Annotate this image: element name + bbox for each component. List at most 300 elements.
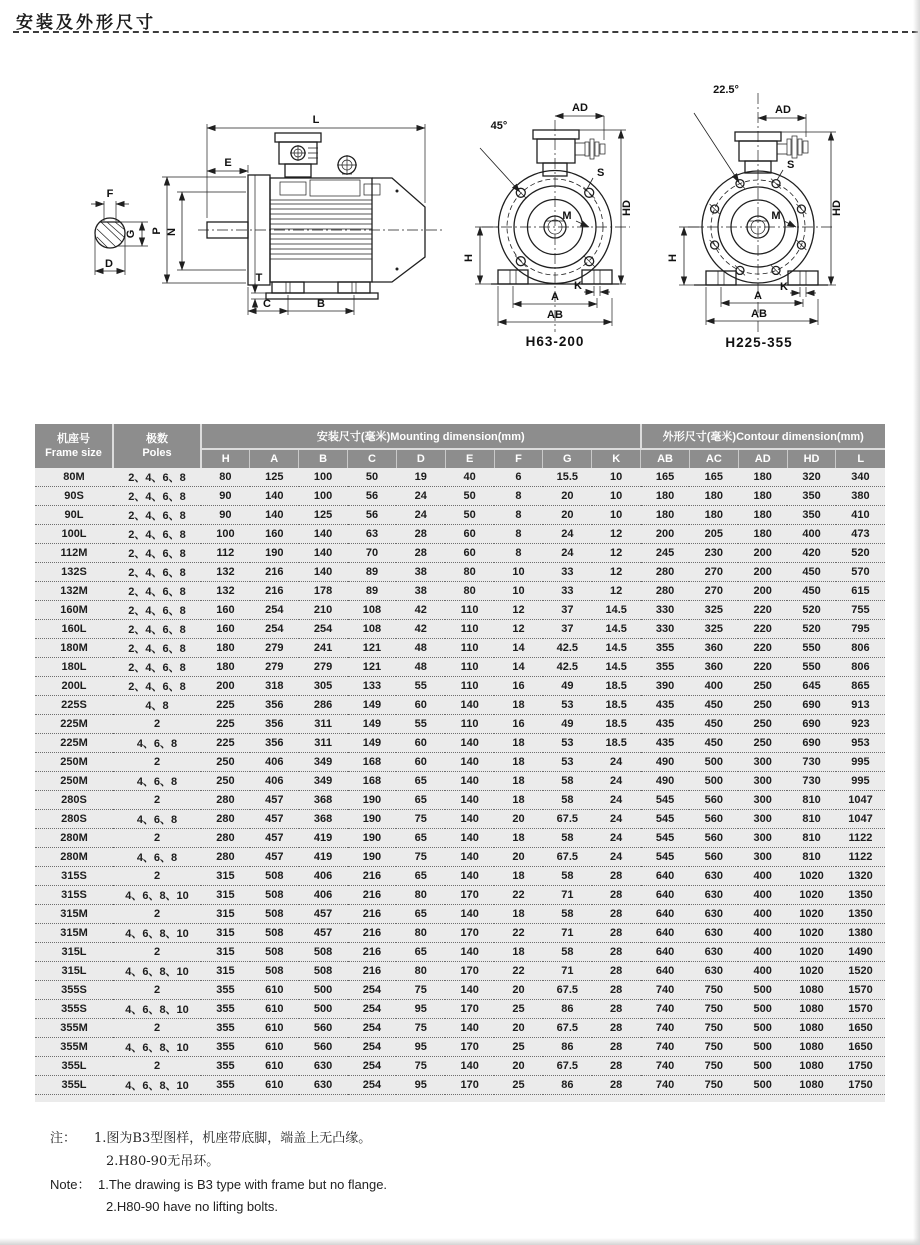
dimension-value-cell: 200 [738, 544, 787, 563]
dimension-value-cell: 730 [787, 772, 836, 791]
dimension-value-cell: 360 [689, 639, 738, 658]
dimension-value-cell: 380 [836, 487, 885, 506]
dimension-value-cell: 1020 [787, 905, 836, 924]
dimension-value-cell: 110 [445, 715, 494, 734]
dimension-value-cell: 121 [348, 658, 397, 677]
dimension-value-cell: 356 [250, 715, 299, 734]
dimension-value-cell: 750 [689, 1076, 738, 1095]
dimension-value-cell: 22 [494, 924, 543, 943]
dimension-value-cell: 140 [299, 544, 348, 563]
frame-size-cell: 90S [35, 487, 113, 506]
dimension-value-cell: 108 [348, 620, 397, 639]
note-line-zh-2: 2.H80-90无吊环。 [106, 1153, 220, 1169]
dimension-value-cell: 170 [445, 1000, 494, 1019]
dimension-value-cell: 330 [641, 601, 690, 620]
dimension-value-cell: 435 [641, 696, 690, 715]
dimension-value-cell: 95 [396, 1000, 445, 1019]
dimension-value-cell: 286 [299, 696, 348, 715]
dimension-value-cell: 500 [738, 1038, 787, 1057]
dimension-value-cell: 225 [201, 696, 250, 715]
dimension-value-cell: 350 [787, 506, 836, 525]
dimension-value-cell: 216 [250, 563, 299, 582]
note-text-en-1: 1.The drawing is B3 type with frame but no flange. [98, 1176, 388, 1192]
table-row [35, 981, 885, 1000]
dimension-value-cell: 300 [738, 848, 787, 867]
dimension-value-cell: 140 [445, 772, 494, 791]
dimension-value-cell: 133 [348, 677, 397, 696]
dimension-value-cell: 100 [299, 487, 348, 506]
dimension-value-cell: 18.5 [592, 677, 641, 696]
dimension-value-cell: 170 [445, 886, 494, 905]
dimension-value-cell: 180 [641, 506, 690, 525]
dimension-value-cell: 28 [396, 525, 445, 544]
dimension-value-cell: 645 [787, 677, 836, 696]
dimension-value-cell: 230 [689, 544, 738, 563]
dimension-value-cell: 349 [299, 753, 348, 772]
table-row [35, 601, 885, 620]
table-row [35, 905, 885, 924]
dimension-value-cell: 24 [396, 487, 445, 506]
table-row [35, 772, 885, 791]
frame-size-cell: 132M [35, 582, 113, 601]
motor-side-outline [198, 133, 442, 299]
dimension-value-cell: 42 [396, 620, 445, 639]
column-header-d: D [396, 449, 445, 468]
poles-cell: 2、4、6、8 [113, 639, 201, 658]
dimension-value-cell: 200 [641, 525, 690, 544]
dimension-value-cell: 165 [641, 468, 690, 487]
dimension-value-cell: 279 [250, 658, 299, 677]
dimension-value-cell: 270 [689, 563, 738, 582]
dimension-value-cell: 508 [250, 962, 299, 981]
dimension-value-cell: 508 [250, 886, 299, 905]
dimension-value-cell: 95 [396, 1076, 445, 1095]
dimension-value-cell: 450 [689, 734, 738, 753]
frame-size-cell: 355S [35, 1000, 113, 1019]
dimension-value-cell: 12 [494, 620, 543, 639]
dimension-value-cell: 75 [396, 1019, 445, 1038]
dimension-value-cell: 450 [689, 696, 738, 715]
dimension-value-cell: 80 [396, 924, 445, 943]
dimension-value-cell: 140 [445, 753, 494, 772]
poles-cell: 4、6、8、10 [113, 1038, 201, 1057]
dimension-value-cell: 300 [738, 810, 787, 829]
dimension-value-cell: 65 [396, 943, 445, 962]
poles-cell: 2 [113, 829, 201, 848]
dimension-value-cell: 190 [348, 791, 397, 810]
dimension-value-cell: 750 [689, 1038, 738, 1057]
dimension-value-cell: 160 [201, 620, 250, 639]
dimension-value-cell: 320 [787, 468, 836, 487]
dimension-value-cell: 71 [543, 962, 592, 981]
dimension-value-cell: 640 [641, 886, 690, 905]
dimension-value-cell: 810 [787, 829, 836, 848]
dimension-value-cell: 640 [641, 962, 690, 981]
frame-size-cell: 280S [35, 791, 113, 810]
dimension-value-cell: 28 [592, 1019, 641, 1038]
dimension-value-cell: 1080 [787, 1019, 836, 1038]
frame-size-cell: 355S [35, 981, 113, 1000]
frame-size-cell: 80M [35, 468, 113, 487]
dimension-value-cell: 216 [348, 924, 397, 943]
dimension-value-cell: 125 [250, 468, 299, 487]
dimension-value-cell: 180 [689, 487, 738, 506]
dimension-value-cell: 1122 [836, 848, 885, 867]
dimension-value-cell: 140 [445, 867, 494, 886]
dim-label-l: L [312, 114, 320, 126]
dimension-value-cell: 28 [396, 544, 445, 563]
dimension-value-cell: 15.5 [543, 468, 592, 487]
dimension-value-cell: 200 [738, 582, 787, 601]
dimension-value-cell: 311 [299, 715, 348, 734]
dimension-value-cell: 1047 [836, 810, 885, 829]
dimension-value-cell: 457 [299, 905, 348, 924]
dimension-value-cell: 110 [445, 601, 494, 620]
dimension-value-cell: 216 [348, 905, 397, 924]
table-row [35, 943, 885, 962]
dimension-value-cell: 315 [201, 962, 250, 981]
dimension-value-cell: 65 [396, 867, 445, 886]
dimension-value-cell: 28 [592, 1057, 641, 1076]
frame-size-cell: 180M [35, 639, 113, 658]
dimension-value-cell: 457 [250, 791, 299, 810]
poles-cell: 4、6、8、10 [113, 962, 201, 981]
dimension-value-cell: 690 [787, 696, 836, 715]
dimension-value-cell: 140 [445, 905, 494, 924]
dimension-value-cell: 630 [689, 905, 738, 924]
dimension-value-cell: 140 [299, 563, 348, 582]
poles-cell: 2 [113, 791, 201, 810]
dim-label-b: B [317, 298, 325, 310]
column-header-h: H [201, 449, 250, 468]
dimension-value-cell: 65 [396, 905, 445, 924]
dimension-value-cell: 140 [250, 487, 299, 506]
table-row [35, 506, 885, 525]
frame-size-cell: 112M [35, 544, 113, 563]
dimension-value-cell: 254 [348, 1000, 397, 1019]
table-row [35, 658, 885, 677]
dimension-value-cell: 250 [201, 753, 250, 772]
side-view-drawing [70, 80, 470, 365]
dimension-value-cell: 225 [201, 734, 250, 753]
dimension-value-cell: 110 [445, 658, 494, 677]
table-row [35, 563, 885, 582]
dimension-value-cell: 1080 [787, 1000, 836, 1019]
dimension-value-cell: 149 [348, 734, 397, 753]
dimension-value-cell: 50 [348, 468, 397, 487]
dim-label-m: M [771, 210, 781, 222]
dimension-value-cell: 740 [641, 1000, 690, 1019]
group-header-contour: 外形尺寸(毫米)Contour dimension(mm) [641, 424, 885, 449]
dimension-value-cell: 8 [494, 544, 543, 563]
column-header-g: G [543, 449, 592, 468]
frame-size-cell: 132S [35, 563, 113, 582]
table-row [35, 962, 885, 981]
dimension-value-cell: 500 [299, 1000, 348, 1019]
table-row [35, 639, 885, 658]
dimension-value-cell: 1380 [836, 924, 885, 943]
dimension-value-cell: 18 [494, 829, 543, 848]
dimension-value-cell: 1047 [836, 791, 885, 810]
angle-label: 45° [490, 120, 508, 132]
table-row [35, 1019, 885, 1038]
dimension-value-cell: 220 [738, 639, 787, 658]
dimension-value-cell: 14 [494, 639, 543, 658]
dimension-value-cell: 12 [592, 544, 641, 563]
dimension-value-cell: 33 [543, 582, 592, 601]
frame-size-cell: 160L [35, 620, 113, 639]
dimension-value-cell: 75 [396, 1057, 445, 1076]
column-header-l: L [836, 449, 885, 468]
dimension-value-cell: 368 [299, 791, 348, 810]
frame-size-cell: 280M [35, 848, 113, 867]
dimension-value-cell: 71 [543, 886, 592, 905]
dimension-value-cell: 330 [641, 620, 690, 639]
column-header-ac: AC [689, 449, 738, 468]
frame-size-cell: 355L [35, 1076, 113, 1095]
frame-size-cell: 225M [35, 734, 113, 753]
dimension-value-cell: 55 [396, 715, 445, 734]
dimension-value-cell: 750 [689, 1057, 738, 1076]
poles-cell: 4、6、8 [113, 848, 201, 867]
dimension-value-cell: 315 [201, 943, 250, 962]
dimension-value-cell: 24 [543, 544, 592, 563]
dimension-value-cell: 995 [836, 753, 885, 772]
dimension-value-cell: 520 [787, 620, 836, 639]
dimension-value-cell: 220 [738, 620, 787, 639]
dimension-value-cell: 356 [250, 696, 299, 715]
frame-size-cell: 355L [35, 1057, 113, 1076]
dimension-value-cell: 508 [250, 924, 299, 943]
poles-cell: 4、6、8 [113, 734, 201, 753]
dimension-value-cell: 28 [592, 886, 641, 905]
dimension-value-cell: 18 [494, 696, 543, 715]
table-row [35, 810, 885, 829]
dimension-value-cell: 24 [592, 848, 641, 867]
dimension-value-cell: 435 [641, 734, 690, 753]
table-row [35, 715, 885, 734]
dimension-value-cell: 349 [299, 772, 348, 791]
dimension-value-cell: 55 [396, 677, 445, 696]
dimension-value-cell: 560 [689, 848, 738, 867]
dimension-value-cell: 610 [250, 1019, 299, 1038]
table-row [35, 791, 885, 810]
dimension-value-cell: 24 [592, 829, 641, 848]
dimension-value-cell: 67.5 [543, 1019, 592, 1038]
dimension-value-cell: 190 [348, 810, 397, 829]
dimension-value-cell: 140 [250, 506, 299, 525]
dimension-value-cell: 254 [348, 1076, 397, 1095]
dimension-value-cell: 640 [641, 867, 690, 886]
dimension-table-wrap [35, 424, 885, 1102]
dimension-value-cell: 545 [641, 829, 690, 848]
dimension-value-cell: 500 [738, 1076, 787, 1095]
dimension-value-cell: 254 [348, 1057, 397, 1076]
poles-cell: 2、4、6、8 [113, 677, 201, 696]
dimension-value-cell: 10 [494, 582, 543, 601]
dimension-value-cell: 550 [787, 658, 836, 677]
dimension-value-cell: 14.5 [592, 601, 641, 620]
poles-label-zh: 极数 [146, 431, 168, 445]
dimension-value-cell: 254 [299, 620, 348, 639]
dimension-value-cell: 640 [641, 905, 690, 924]
dimension-value-cell: 89 [348, 582, 397, 601]
dimension-value-cell: 170 [445, 1038, 494, 1057]
dimension-value-cell: 149 [348, 715, 397, 734]
frame-size-cell: 180L [35, 658, 113, 677]
dim-label-k: K [574, 280, 582, 292]
dimension-value-cell: 1350 [836, 905, 885, 924]
dimension-value-cell: 180 [738, 525, 787, 544]
dimension-value-cell: 180 [201, 639, 250, 658]
dimension-value-cell: 200 [201, 677, 250, 696]
dimension-value-cell: 22 [494, 962, 543, 981]
dimension-value-cell: 10 [592, 487, 641, 506]
table-row [35, 525, 885, 544]
drawing-caption-h63-200: H63-200 [525, 334, 585, 349]
dimension-value-cell: 6 [494, 468, 543, 487]
dimension-value-cell: 500 [738, 1057, 787, 1076]
dimension-value-cell: 60 [396, 753, 445, 772]
dimension-value-cell: 18 [494, 791, 543, 810]
dimension-value-cell: 18 [494, 867, 543, 886]
dimension-value-cell: 12 [592, 525, 641, 544]
table-row [35, 829, 885, 848]
dimension-value-cell: 58 [543, 943, 592, 962]
dimension-value-cell: 210 [299, 601, 348, 620]
dimension-value-cell: 350 [787, 487, 836, 506]
column-header-frame-size [35, 424, 113, 468]
dimension-value-cell: 100 [201, 525, 250, 544]
dimension-value-cell: 18.5 [592, 696, 641, 715]
dimension-value-cell: 60 [445, 544, 494, 563]
front-view-h63-200-drawing [458, 80, 690, 370]
poles-cell: 2 [113, 1057, 201, 1076]
poles-cell: 2、4、6、8 [113, 582, 201, 601]
dimension-value-cell: 60 [445, 525, 494, 544]
dimension-value-cell: 90 [201, 506, 250, 525]
dimension-value-cell: 56 [348, 487, 397, 506]
dimension-value-cell: 110 [445, 677, 494, 696]
dimension-value-cell: 86 [543, 1000, 592, 1019]
dimension-value-cell: 610 [250, 1057, 299, 1076]
dimension-value-cell: 250 [738, 677, 787, 696]
frame-size-cell: 200L [35, 677, 113, 696]
column-header-c: C [348, 449, 397, 468]
dimension-value-cell: 58 [543, 772, 592, 791]
dimension-value-cell: 1080 [787, 1076, 836, 1095]
dimension-value-cell: 60 [396, 696, 445, 715]
dimension-value-cell: 112 [201, 544, 250, 563]
dimension-value-cell: 160 [201, 601, 250, 620]
dimension-value-cell: 53 [543, 696, 592, 715]
dimension-value-cell: 250 [201, 772, 250, 791]
dimension-value-cell: 355 [201, 981, 250, 1000]
frame-size-cell: 250M [35, 753, 113, 772]
frame-size-cell: 225M [35, 715, 113, 734]
dimension-value-cell: 508 [299, 943, 348, 962]
column-header-ad: AD [738, 449, 787, 468]
dimension-value-cell: 140 [445, 791, 494, 810]
column-header-ab: AB [641, 449, 690, 468]
frame-size-label-en: Frame size [45, 447, 102, 459]
poles-cell: 2 [113, 981, 201, 1000]
dimension-value-cell: 740 [641, 1076, 690, 1095]
dimension-value-cell: 1490 [836, 943, 885, 962]
table-row [35, 867, 885, 886]
dimension-value-cell: 140 [445, 734, 494, 753]
dimension-value-cell: 254 [348, 1019, 397, 1038]
dimension-value-cell: 640 [641, 943, 690, 962]
dimension-value-cell: 250 [738, 715, 787, 734]
dim-label-ad: AD [775, 104, 791, 116]
page-edge-shadow-right [913, 0, 920, 1245]
dimension-value-cell: 20 [494, 1019, 543, 1038]
dimension-value-cell: 58 [543, 905, 592, 924]
dimension-value-cell: 58 [543, 829, 592, 848]
dimension-value-cell: 180 [738, 487, 787, 506]
dimension-value-cell: 110 [445, 620, 494, 639]
dimension-value-cell: 400 [738, 924, 787, 943]
poles-cell: 2 [113, 1019, 201, 1038]
dimension-value-cell: 42.5 [543, 658, 592, 677]
dim-label-hd: HD [621, 200, 633, 216]
dimension-value-cell: 730 [787, 753, 836, 772]
dimension-value-cell: 18 [494, 772, 543, 791]
dimension-value-cell: 360 [689, 658, 738, 677]
dimension-value-cell: 220 [738, 601, 787, 620]
dimension-value-cell: 410 [836, 506, 885, 525]
dim-label-s: S [597, 167, 605, 179]
dimension-value-cell: 953 [836, 734, 885, 753]
dimension-value-cell: 28 [592, 867, 641, 886]
dimension-value-cell: 457 [299, 924, 348, 943]
note-line-en-1 [50, 1174, 387, 1197]
dimension-value-cell: 40 [445, 468, 494, 487]
frame-size-label-zh: 机座号 [57, 431, 90, 445]
frame-size-cell: 280S [35, 810, 113, 829]
dimension-value-cell: 315 [201, 924, 250, 943]
dimension-value-cell: 280 [201, 810, 250, 829]
dimension-value-cell: 1650 [836, 1019, 885, 1038]
dimension-value-cell: 500 [738, 1000, 787, 1019]
table-row [35, 924, 885, 943]
dimension-value-cell: 1080 [787, 981, 836, 1000]
dimension-value-cell: 315 [201, 905, 250, 924]
dimension-value-cell: 1570 [836, 981, 885, 1000]
dimension-value-cell: 190 [348, 829, 397, 848]
dimension-value-cell: 140 [445, 981, 494, 1000]
dimension-value-cell: 355 [201, 1057, 250, 1076]
dimension-value-cell: 1020 [787, 886, 836, 905]
dimension-value-cell: 65 [396, 772, 445, 791]
dimension-value-cell: 545 [641, 791, 690, 810]
dimension-value-cell: 325 [689, 620, 738, 639]
shaft-section [91, 188, 148, 275]
dimension-value-cell: 570 [836, 563, 885, 582]
dimension-value-cell: 913 [836, 696, 885, 715]
poles-cell: 2、4、6、8 [113, 563, 201, 582]
frame-size-cell: 280M [35, 829, 113, 848]
dimension-value-cell: 545 [641, 848, 690, 867]
dimension-value-cell: 318 [250, 677, 299, 696]
table-row [35, 1038, 885, 1057]
dimension-value-cell: 400 [738, 905, 787, 924]
dimension-value-cell: 795 [836, 620, 885, 639]
technical-drawings [0, 75, 920, 380]
dimension-value-cell: 400 [689, 677, 738, 696]
dimension-value-cell: 630 [689, 886, 738, 905]
